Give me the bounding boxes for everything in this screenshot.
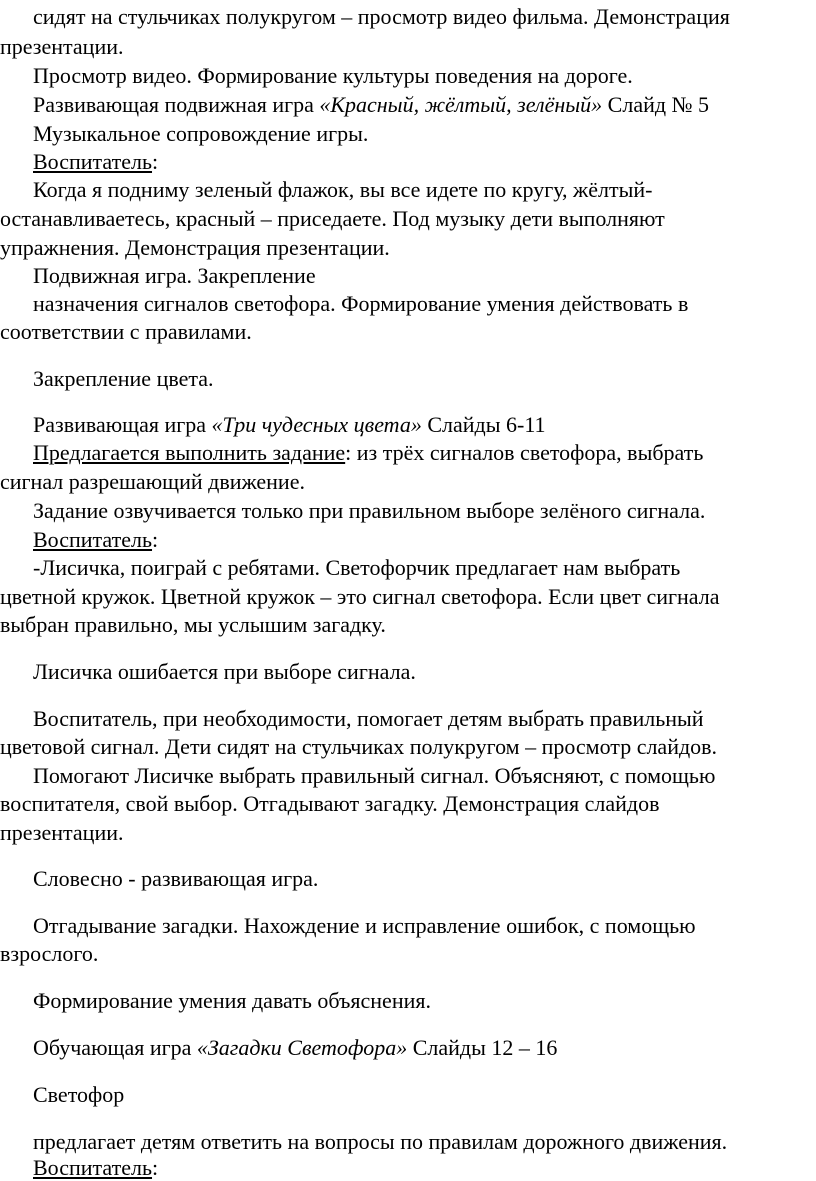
text-line: Задание озвучивается только при правильном выборе зелёного сигнала. bbox=[33, 498, 706, 523]
text-line: Воспитатель, при необходимости, помогает детям выбрать правильный bbox=[33, 706, 704, 731]
text-line: Когда я подниму зеленый флажок, вы все идете по кругу, жёлтый- bbox=[33, 177, 653, 202]
text-line: презентации. bbox=[0, 34, 124, 59]
text-run: : bbox=[152, 1155, 159, 1180]
text-line: упражнения. Демонстрация презентации. bbox=[0, 235, 390, 260]
text-run: : из трёх сигналов светофора, выбрать bbox=[345, 440, 704, 465]
text-run: Развивающая игра bbox=[33, 412, 212, 437]
text-run: Слайды 6-11 bbox=[421, 412, 546, 437]
text-line: соответствии с правилами. bbox=[0, 319, 252, 344]
text-line: предлагает детям ответить на вопросы по правилам дорожного движения. bbox=[33, 1129, 728, 1154]
speaker-label: Воспитатель bbox=[33, 149, 153, 174]
text-line: Просмотр видео. Формирование культуры поведения на дороге. bbox=[33, 63, 633, 88]
text-line: выбран правильно, мы услышим загадку. bbox=[0, 612, 386, 637]
speaker-line bbox=[33, 1155, 158, 1181]
text-line: цветной кружок. Цветной кружок – это сигнал светофора. Если цвет сигнала bbox=[0, 584, 720, 609]
text-line: Отгадывание загадки. Нахождение и исправление ошибок, с помощью bbox=[33, 913, 696, 938]
speaker-line bbox=[33, 527, 158, 553]
text-line bbox=[33, 440, 703, 466]
game-title: «Три чудесных цвета» bbox=[211, 412, 422, 437]
game-title: «Загадки Светофора» bbox=[196, 1035, 408, 1060]
text-line: Музыкальное сопровождение игры. bbox=[33, 121, 369, 146]
text-line: Помогают Лисичке выбрать правильный сигнал. Объясняют, с помощью bbox=[33, 763, 716, 788]
game-title: «Красный, жёлтый, зелёный» bbox=[319, 92, 603, 117]
text-run: Слайд № 5 bbox=[602, 92, 710, 117]
text-line: Лисичка ошибается при выборе сигнала. bbox=[33, 659, 416, 684]
text-run: : bbox=[152, 527, 159, 552]
text-line bbox=[33, 1035, 557, 1061]
task-label: Предлагается выполнить задание bbox=[33, 440, 346, 465]
speaker-label: Воспитатель bbox=[33, 527, 153, 552]
text-line bbox=[33, 412, 546, 438]
text-line: Формирование умения давать объяснения. bbox=[33, 988, 431, 1013]
text-line: -Лисичка, поиграй с ребятами. Светофорчик предлагает нам выбрать bbox=[33, 555, 681, 580]
text-line: воспитателя, свой выбор. Отгадывают загадку. Демонстрация слайдов bbox=[0, 791, 660, 816]
text-line: взрослого. bbox=[0, 941, 99, 966]
text-line: Светофор bbox=[33, 1082, 125, 1107]
text-line bbox=[33, 92, 709, 118]
text-line: сигнал разрешающий движение. bbox=[0, 469, 305, 494]
text-run: Слайды 12 – 16 bbox=[407, 1035, 558, 1060]
text-line: Подвижная игра. Закрепление bbox=[33, 263, 316, 288]
text-line: цветовой сигнал. Дети сидят на стульчиках полукругом – просмотр слайдов. bbox=[0, 734, 718, 759]
text-line: Словесно - развивающая игра. bbox=[33, 866, 319, 891]
text-run: : bbox=[152, 149, 159, 174]
speaker-line bbox=[33, 149, 158, 175]
text-line: останавливаетесь, красный – приседаете. Под музыку дети выполняют bbox=[0, 206, 665, 231]
text-line: сидят на стульчиках полукругом – просмотр видео фильма. Демонстрация bbox=[33, 4, 730, 29]
text-run: Развивающая подвижная игра bbox=[33, 92, 320, 117]
text-line: Закрепление цвета. bbox=[33, 366, 214, 391]
text-line: назначения сигналов светофора. Формирование умения действовать в bbox=[33, 291, 689, 316]
speaker-label: Воспитатель bbox=[33, 1155, 153, 1180]
text-line: презентации. bbox=[0, 820, 124, 845]
text-run: Обучающая игра bbox=[33, 1035, 197, 1060]
